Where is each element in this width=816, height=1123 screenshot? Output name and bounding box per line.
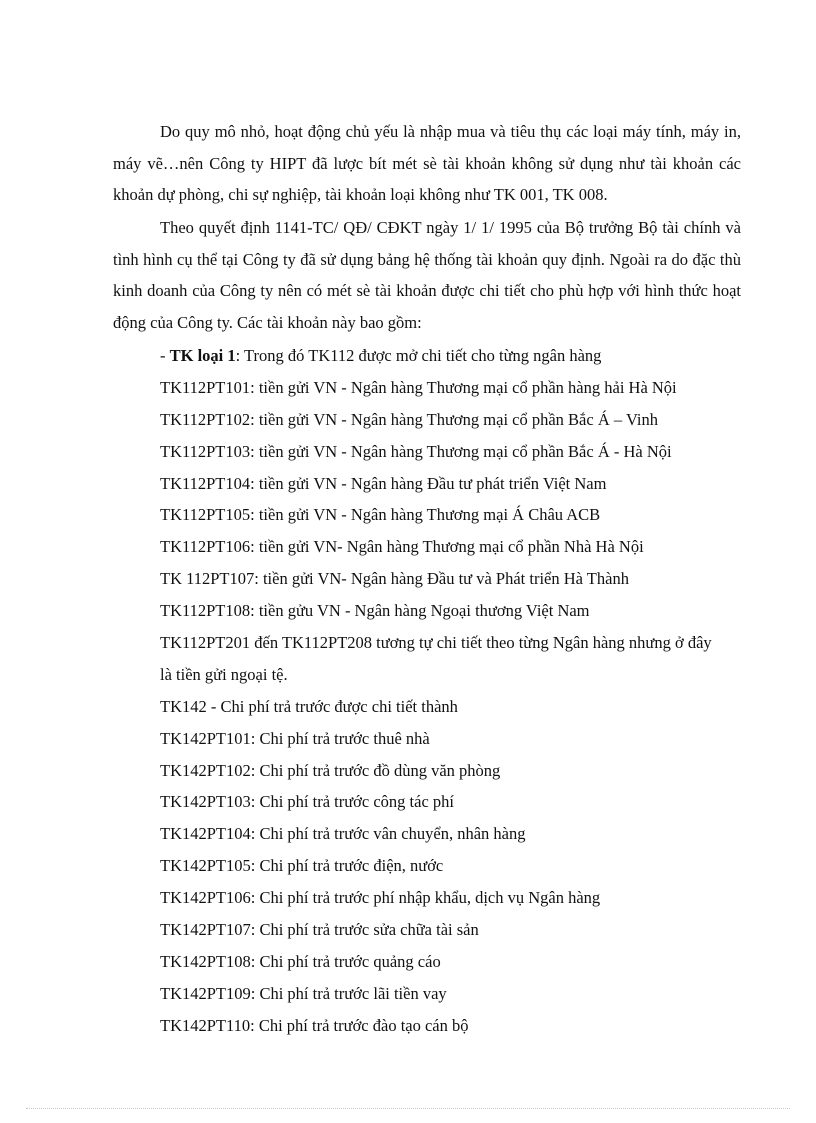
tk142-item: TK142PT104: Chi phí trả trước vân chuyển, nhân hàng: [160, 824, 526, 844]
tk-loai-1-text: : Trong đó TK112 được mở chi tiết cho từng ngân hàng: [235, 346, 602, 365]
tk112-item: TK 112PT107: tiền gửi VN- Ngân hàng Đầu tư và Phát triển Hà Thành: [160, 569, 629, 589]
tk112-item: TK112PT105: tiền gửi VN - Ngân hàng Thương mại Á Châu ACB: [160, 505, 601, 525]
paragraph-decision: Theo quyết định 1141-TC/ QĐ/ CĐKT ngày 1/ 1/ 1995 của Bộ trưởng Bộ tài chính và tình hình cụ thể tại Công ty đã sử dụng bảng hệ thống tài khoản quy định. Ngoài ra do đặc thù kinh doanh của Công ty nên có mét sè tài khoản được chi tiết cho phù hợp với hình thức hoạt động của Công ty. Các tài khoản này bao gồm:: [113, 218, 741, 332]
tk112-item: TK112PT108: tiền gửu VN - Ngân hàng Ngoại thương Việt Nam: [160, 601, 590, 621]
tk112-item: TK112PT102: tiền gửi VN - Ngân hàng Thương mại cổ phần Bắc Á – Vinh: [160, 409, 658, 429]
tk112-item: TK112PT101: tiền gửi VN - Ngân hàng Thương mại cổ phần hàng hải Hà Nội: [160, 377, 677, 397]
tk112-item: TK112PT106: tiền gửi VN- Ngân hàng Thương mại cổ phần Nhà Hà Nội: [160, 537, 644, 557]
account-list: [160, 340, 760, 1042]
tk-loai-1-prefix: -: [160, 346, 170, 365]
tk-loai-1-line: [160, 340, 760, 372]
tk142-item: TK142PT110: Chi phí trả trước đào tạo cán bộ: [160, 1015, 469, 1035]
tk112-note-line-1: TK112PT201 đến TK112PT208 tương tự chi tiết theo từng Ngân hàng nhưng ở đây: [160, 633, 712, 653]
tk142-item: TK142PT109: Chi phí trả trước lãi tiền vay: [160, 983, 447, 1003]
tk142-item: TK142PT108: Chi phí trả trước quảng cáo: [160, 951, 441, 971]
page-footer-divider: [26, 1108, 790, 1109]
tk112-note-line-2: là tiền gửi ngoại tệ.: [160, 664, 288, 684]
tk142-item: TK142PT106: Chi phí trả trước phí nhập khẩu, dịch vụ Ngân hàng: [160, 888, 601, 908]
tk142-item: TK142PT103: Chi phí trả trước công tác phí: [160, 792, 454, 812]
tk142-item: TK142PT107: Chi phí trả trước sửa chữa tài sản: [160, 920, 479, 940]
tk142-item: TK142PT101: Chi phí trả trước thuê nhà: [160, 728, 430, 748]
tk-loai-1-label: TK loại 1: [169, 346, 236, 365]
tk112-item: TK112PT103: tiền gửi VN - Ngân hàng Thương mại cổ phần Bắc Á - Hà Nội: [160, 441, 672, 461]
tk142-item: TK142PT102: Chi phí trả trước đồ dùng văn phòng: [160, 760, 501, 780]
paragraph-intro: Do quy mô nhỏ, hoạt động chủ yếu là nhập mua và tiêu thụ các loại máy tính, máy in, máy vẽ…nên Công ty HIPT đã lược bít mét sè tài khoản không sử dụng như tài khoản các khoản dự phòng, chi sự nghiệp, tài khoản loại không như TK 001, TK 008.: [113, 122, 741, 205]
tk142-item: TK142PT105: Chi phí trả trước điện, nước: [160, 856, 444, 876]
tk142-header: TK142 - Chi phí trả trước được chi tiết thành: [160, 696, 458, 716]
tk112-item: TK112PT104: tiền gửi VN - Ngân hàng Đầu tư phát triển Việt Nam: [160, 473, 607, 493]
